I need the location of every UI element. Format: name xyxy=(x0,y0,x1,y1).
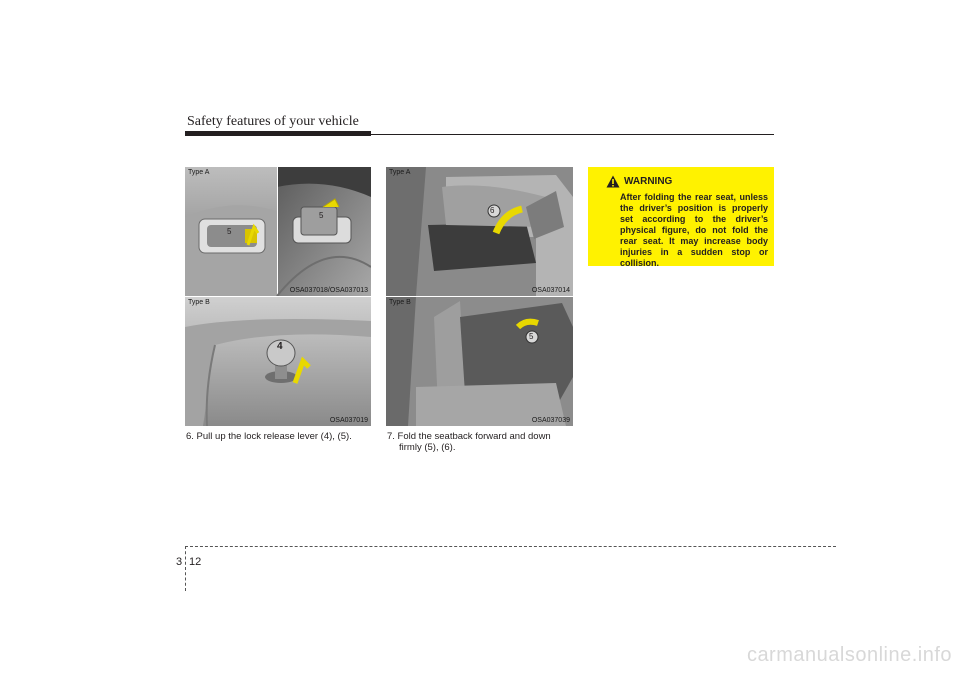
callout-number: 5 xyxy=(319,211,324,220)
figure-type-b-seat-illustration xyxy=(386,297,573,426)
step-7-caption-line-2: firmly (5), (6). xyxy=(399,442,456,453)
figure-type-a-seat xyxy=(386,167,573,296)
warning-box xyxy=(588,167,774,266)
callout-number: 4 xyxy=(277,341,283,352)
figure-code: OSA037019 xyxy=(329,417,368,424)
page-section: 3 xyxy=(176,556,183,568)
header-rule xyxy=(371,134,774,135)
callout-number: 5 xyxy=(529,332,534,341)
figure-type-b-seat xyxy=(386,297,573,426)
step-6-caption: 6. Pull up the lock release lever (4), (5). xyxy=(186,431,352,442)
footer-divider xyxy=(185,546,186,591)
header-title: Safety features of your vehicle xyxy=(187,114,359,129)
figure-code: OSA037018/OSA037013 xyxy=(289,287,368,294)
callout-number: 5 xyxy=(227,227,232,236)
figure-type-label: Type A xyxy=(389,169,411,176)
figure-type-b-knob-illustration xyxy=(185,297,371,426)
figure-type-a-lever xyxy=(185,167,371,296)
warning-title: WARNING xyxy=(624,176,673,187)
figure-type-label: Type B xyxy=(389,299,411,306)
figure-code: OSA037014 xyxy=(531,287,570,294)
warning-triangle-icon xyxy=(606,175,620,188)
warning-text: After folding the rear seat, unless the driver’s position is properly set according to the driver’s physical figure, do not fold the rear seat. It may increase body injuries in a sudden stop or collision. xyxy=(620,192,768,268)
header-bar xyxy=(185,131,371,136)
figure-code: OSA037039 xyxy=(531,417,570,424)
figure-type-b-knob xyxy=(185,297,371,426)
warning-header xyxy=(606,175,672,188)
watermark: carmanualsonline.info xyxy=(746,644,952,666)
figure-type-a-seat-illustration xyxy=(386,167,573,296)
footer-rule xyxy=(185,546,836,547)
figure-type-label: Type B xyxy=(188,299,210,306)
step-7-caption-line-1: 7. Fold the seatback forward and down xyxy=(387,431,551,442)
figure-type-a-lever-illustration xyxy=(185,167,371,296)
page-number: 12 xyxy=(189,556,202,568)
figure-type-label: Type A xyxy=(188,169,210,176)
callout-number: 6 xyxy=(490,206,495,215)
